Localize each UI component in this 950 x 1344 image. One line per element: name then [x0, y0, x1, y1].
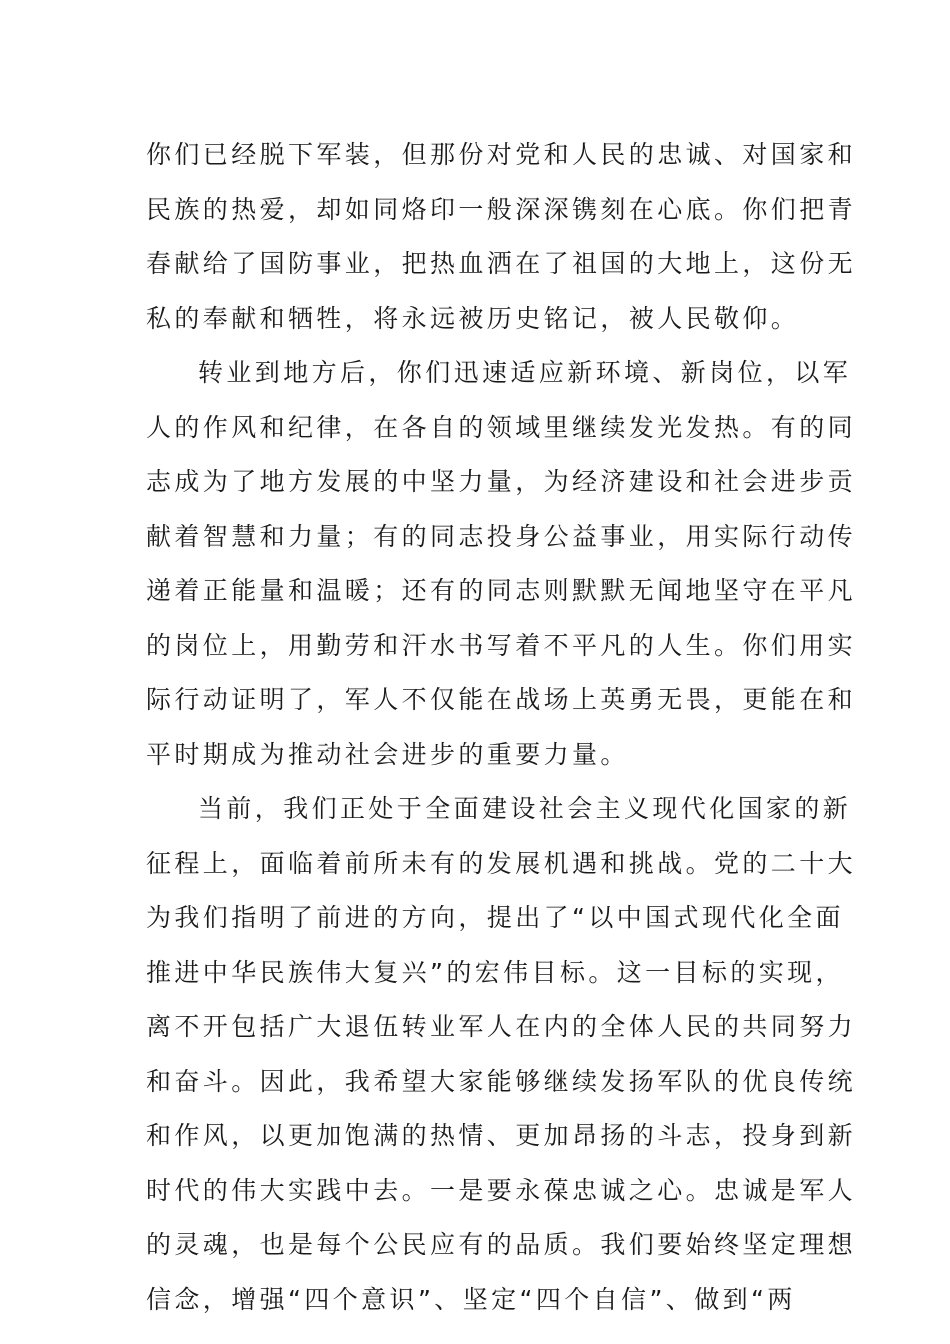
- text-line: 献着智慧和力量；有的同志投身公益事业，用实际行动传: [146, 521, 857, 551]
- body-text: [146, 128, 857, 1327]
- text-line: 你们已经脱下军装，但那份对党和人民的忠诚、对国家和: [146, 140, 857, 169]
- text-line: 转业到地方后，你们迅速适应新环境、新岗位，以军: [198, 358, 852, 387]
- text-line: 人的作风和纪律，在各自的领域里继续发光发热。有的同: [146, 412, 857, 442]
- text-line: 和奋斗。因此，我希望大家能够继续发扬军队的优良传统: [146, 1066, 857, 1096]
- text-line: 平时期成为推动社会进步的重要力量。: [146, 739, 629, 769]
- text-line: 志成为了地方发展的中坚力量，为经济建设和社会进步贡: [146, 467, 857, 496]
- paragraph-3: [146, 782, 857, 1327]
- text-line: 和作风，以更加饱满的热情、更加昂扬的斗志，投身到新: [146, 1121, 857, 1150]
- text-line: 时代的伟大实践中去。一是要永葆忠诚之心。忠诚是军人: [146, 1175, 857, 1205]
- text-line: 的岗位上，用勤劳和汗水书写着不平凡的人生。你们用实: [146, 630, 857, 660]
- text-line: 递着正能量和温暖；还有的同志则默默无闻地坚守在平凡: [146, 576, 857, 605]
- text-line: 民族的热爱，却如同烙印一般深深镌刻在心底。你们把青: [146, 194, 857, 224]
- text-line: 为我们指明了前进的方向，提出了“以中国式现代化全面: [146, 903, 844, 932]
- text-line: 的灵魂，也是每个公民应有的品质。我们要始终坚定理想: [146, 1230, 857, 1259]
- text-line: 私的奉献和牺牲，将永远被历史铭记，被人民敬仰。: [146, 303, 800, 333]
- text-line: 信念，增强“四个意识”、坚定“四个自信”、做到“两: [146, 1284, 796, 1314]
- text-line: 际行动证明了，军人不仅能在战场上英勇无畏，更能在和: [146, 685, 857, 714]
- paragraph-2: [146, 346, 857, 782]
- text-line: 当前，我们正处于全面建设社会主义现代化国家的新: [198, 794, 852, 823]
- text-line: 离不开包括广大退伍转业军人在内的全体人民的共同努力: [146, 1012, 857, 1041]
- text-line: 征程上，面临着前所未有的发展机遇和挑战。党的二十大: [146, 848, 857, 878]
- paragraph-1: [146, 128, 857, 346]
- text-line: 推进中华民族伟大复兴”的宏伟目标。这一目标的实现，: [146, 957, 844, 987]
- text-line: 春献给了国防事业，把热血洒在了祖国的大地上，这份无: [146, 249, 857, 278]
